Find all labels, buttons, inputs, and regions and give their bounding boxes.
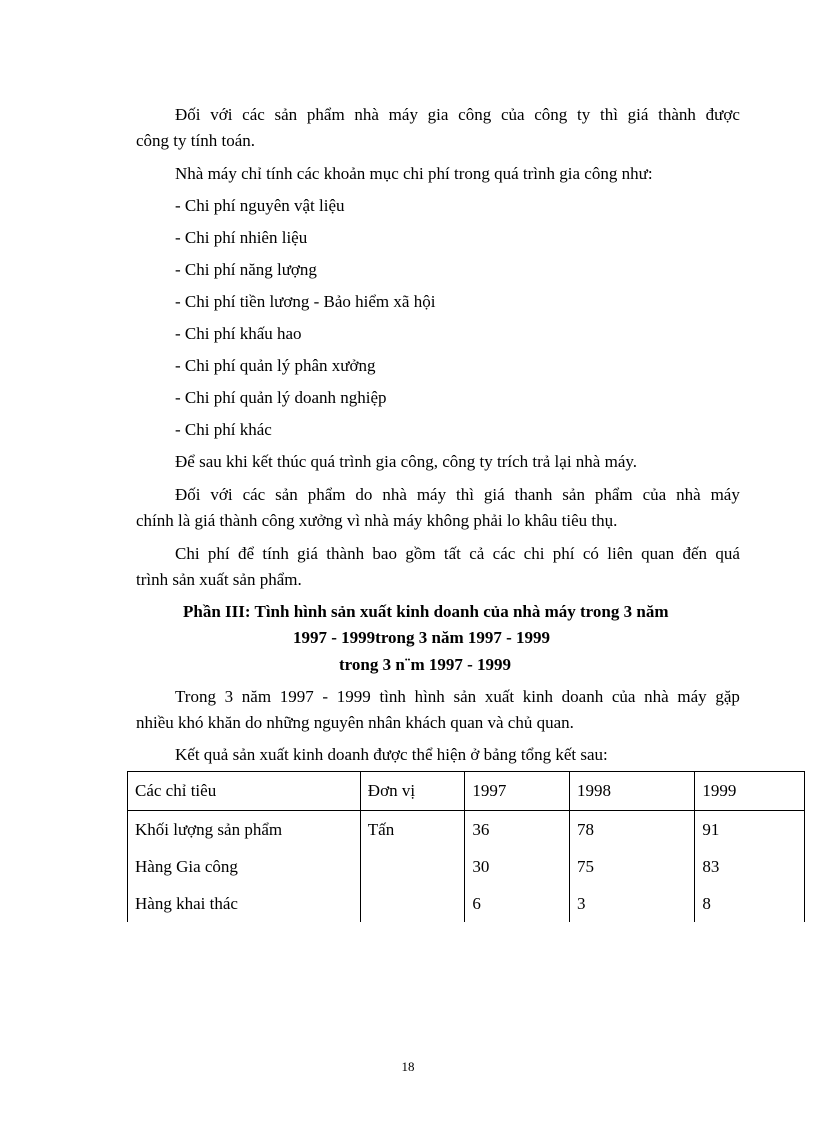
word: thành (326, 544, 365, 563)
section-heading-line-1: Phần III: Tình hình sản xuất kinh doanh của nhà máy trong 3 năm (183, 602, 669, 621)
paragraph-1-line-2: công ty tính toán. (136, 131, 255, 150)
word: Đối (175, 105, 201, 124)
word: phẩm (307, 485, 346, 504)
word: cả (469, 544, 485, 563)
table-cell: Tấn (360, 811, 465, 849)
paragraph-5-line-1 (175, 544, 740, 564)
word: phí (207, 544, 230, 563)
paragraph-4-line-2: chính là giá thành công xưởng vì nhà máy không phải lo khâu tiêu thụ. (136, 511, 618, 530)
table-cell: 6 (465, 885, 570, 922)
section-heading-line-3: trong 3 n¨m 1997 - 1999 (339, 655, 512, 674)
table-cell: 30 (465, 848, 570, 885)
table-cell (360, 885, 465, 922)
table-cell: Hàng khai thác (128, 885, 361, 922)
word: thanh (514, 485, 553, 504)
table-row (128, 848, 805, 885)
list-item: - Chi phí nhiên liệu (175, 228, 308, 247)
word: xuất (484, 687, 515, 706)
word: nhà (354, 105, 379, 124)
section-heading-line-2: 1997 - 1999trong 3 năm 1997 - 1999 (293, 628, 551, 647)
word: công (458, 105, 492, 124)
word: 3 (224, 687, 234, 706)
word: tình (379, 687, 406, 706)
table-header-cell: 1997 (465, 772, 570, 811)
table-cell: 3 (569, 885, 694, 922)
word: chi (523, 544, 545, 563)
paragraph-7: Kết quả sản xuất kinh doanh được thể hiện ở bảng tổng kết sau: (175, 745, 608, 764)
word: liên (607, 544, 633, 563)
word: phí (552, 544, 575, 563)
table-cell: 75 (569, 848, 694, 885)
word: phẩm (594, 485, 633, 504)
word: quá (715, 544, 740, 563)
table-header-cell: 1999 (695, 772, 805, 811)
word: bao (372, 544, 397, 563)
table-header-cell: Đơn vị (360, 772, 465, 811)
word: nhà (676, 485, 701, 504)
word: máy (677, 687, 707, 706)
word: để (237, 544, 255, 563)
paragraph-5-line-2: trình sản xuất sản phẩm. (136, 570, 302, 589)
word: giá (297, 544, 318, 563)
word: thì (456, 485, 474, 504)
word: của (642, 485, 667, 504)
list-item: - Chi phí khác (175, 420, 272, 439)
table-row (128, 811, 805, 849)
word: nhà (382, 485, 407, 504)
table-cell: Khối lượng sản phẩm (128, 811, 361, 849)
word: với (210, 105, 233, 124)
word: sản (274, 105, 298, 124)
word: máy (710, 485, 740, 504)
word: sản (453, 687, 477, 706)
list-item: - Chi phí khấu hao (175, 324, 302, 343)
paragraph-6-line-1 (175, 687, 740, 707)
table-cell: 83 (695, 848, 805, 885)
word: Trong (175, 687, 216, 706)
word: hình (414, 687, 445, 706)
word: của (500, 105, 525, 124)
word: có (582, 544, 599, 563)
word: Đối (175, 485, 201, 504)
paragraph-4-line-1 (175, 485, 740, 505)
word: các (492, 544, 516, 563)
word: với (210, 485, 233, 504)
word: - (322, 687, 329, 706)
word: của (611, 687, 636, 706)
word: máy (388, 105, 418, 124)
word: gặp (715, 687, 740, 706)
word: thì (599, 105, 618, 124)
list-item: - Chi phí quản lý phân xưởng (175, 356, 376, 375)
word: các (242, 485, 266, 504)
word: doanh (561, 687, 604, 706)
paragraph-6-line-2: nhiều khó khăn do những nguyên nhân khách quan và chủ quan. (136, 713, 574, 732)
word: ty (577, 105, 591, 124)
word: được (705, 105, 740, 124)
table-row (128, 885, 805, 922)
word: 1999 (336, 687, 371, 706)
word: năm (241, 687, 272, 706)
word: thành (658, 105, 696, 124)
list-item: - Chi phí tiền lương - Bảo hiểm xã hội (175, 292, 436, 311)
word: nhà (644, 687, 669, 706)
word: đến (682, 544, 708, 563)
table-cell: 91 (695, 811, 805, 849)
paragraph-1-line-1 (175, 105, 740, 125)
word: gia (427, 105, 449, 124)
table-cell (360, 848, 465, 885)
word: 1997 (279, 687, 314, 706)
word: giá (483, 485, 505, 504)
list-item: - Chi phí nguyên vật liệu (175, 196, 345, 215)
paragraph-2: Nhà máy chỉ tính các khoản mục chi phí trong quá trình gia công như: (175, 164, 653, 183)
table-cell: 78 (569, 811, 694, 849)
table-cell: Hàng Gia công (128, 848, 361, 885)
table-header-cell: Các chỉ tiêu (128, 772, 361, 811)
page-number: 18 (401, 1059, 415, 1074)
table-cell: 36 (465, 811, 570, 849)
word: các (242, 105, 265, 124)
word: phẩm (306, 105, 345, 124)
word: máy (416, 485, 447, 504)
word: sản (275, 485, 298, 504)
word: giá (627, 105, 649, 124)
results-table (127, 771, 805, 922)
word: tất (443, 544, 461, 563)
list-item: - Chi phí quản lý doanh nghiệp (175, 388, 387, 407)
table-cell: 8 (695, 885, 805, 922)
word: tính (262, 544, 289, 563)
paragraph-3: Để sau khi kết thúc quá trình gia công, công ty trích trả lại nhà máy. (175, 452, 638, 471)
word: quan (641, 544, 675, 563)
word: gồm (405, 544, 436, 563)
word: Chi (175, 544, 200, 563)
word: sản (562, 485, 585, 504)
table-header-cell: 1998 (569, 772, 694, 811)
word: công (534, 105, 568, 124)
word: do (355, 485, 373, 504)
list-item: - Chi phí năng lượng (175, 260, 317, 279)
table-header-row (128, 772, 805, 811)
word: kinh (522, 687, 553, 706)
